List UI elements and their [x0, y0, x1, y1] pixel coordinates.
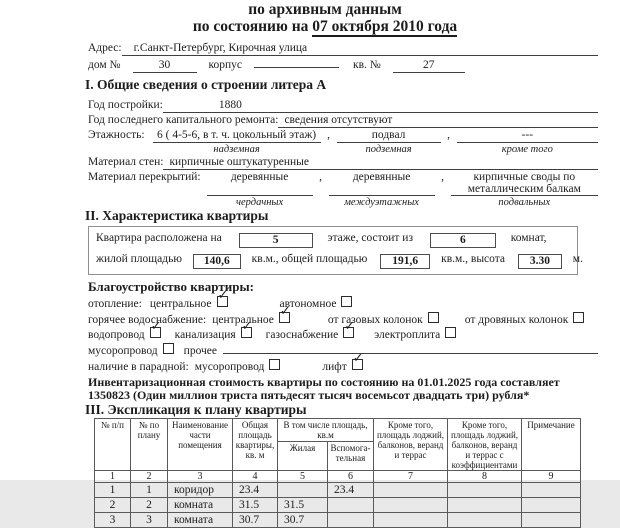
total-area-value: 191,6 [380, 254, 430, 269]
table-cell [374, 497, 448, 512]
col-number: 7 [374, 470, 448, 482]
rooms-count-value: 6 [430, 233, 496, 248]
hot-water-central-label: центральное [212, 313, 274, 326]
overhaul-value: сведения отсутствуют [284, 114, 393, 126]
walls-row [88, 156, 598, 170]
floors-above-col [153, 129, 321, 155]
col-number: 4 [233, 470, 278, 482]
house-label: дом № [88, 59, 121, 71]
ceilings-interfloor-col [329, 171, 435, 208]
overhaul-label: Год последнего капитального ремонта: [88, 114, 279, 126]
table-cell: 31.5 [278, 497, 328, 512]
column-number-row [95, 470, 581, 482]
utilities-row [88, 327, 598, 342]
walls-underline [163, 156, 598, 170]
heating-label: отопление: [88, 298, 142, 310]
hot-water-wood-checkbox [573, 312, 584, 323]
table-cell: коридор [168, 482, 233, 497]
address-underline [122, 42, 598, 56]
ceilings-basement-caption: подвальных [498, 197, 551, 208]
overhaul-underline [278, 114, 598, 128]
sewerage-label: канализация [174, 329, 236, 341]
header-cell-auxiliary: Вспомога-тельная [328, 441, 374, 470]
table-cell [522, 482, 581, 497]
table-cell: 2 [131, 497, 168, 512]
ceilings-basement-col [451, 171, 598, 208]
other-label: прочее [183, 344, 218, 357]
living-area-value: 140,6 [193, 254, 241, 269]
char-line1-text3: комнат, [510, 232, 547, 244]
characteristics-line-2 [96, 252, 583, 269]
header-cell-balconies-coef: Кроме того, площадь лоджий, балконов, веранд и террас с коэффициентами [448, 418, 522, 470]
col-number: 2 [131, 470, 168, 482]
col-number: 6 [328, 470, 374, 482]
entrance-lift-label: лифт [322, 361, 347, 373]
table-row [95, 497, 581, 512]
walls-value: кирпичные оштукатуренные [169, 156, 309, 168]
entrance-row [88, 359, 598, 374]
table-cell: 23.4 [233, 482, 278, 497]
char-line2-text3: кв.м., высота [441, 253, 506, 265]
header-cell-living: Жилая [278, 441, 328, 470]
address-value: г.Санкт-Петербург, Кирочная улица [133, 42, 308, 54]
table-cell [278, 482, 328, 497]
table-cell: комната [168, 497, 233, 512]
heating-central-checkbox [217, 296, 228, 307]
building-label: корпус [208, 59, 243, 71]
header-cell-note: Примечание [522, 418, 581, 470]
header-cell-room-name: Наименование части помещения [168, 418, 233, 470]
hot-water-gas-checkbox [428, 312, 439, 323]
walls-label: Материал стен: [88, 156, 164, 168]
table-cell [374, 482, 448, 497]
entrance-chute-checkbox [269, 359, 280, 370]
char-line1-text1: Квартира расположена на [96, 232, 222, 244]
ceilings-basement-value: кирпичные своды по металлическим балкам [451, 171, 598, 196]
char-line2-text2: кв.м., общей площадью [251, 253, 368, 265]
address-label: Адрес: [88, 42, 122, 54]
chute-other-row [88, 343, 598, 358]
hot-water-wood-label: от дровяных колонок [464, 313, 569, 326]
table-cell [448, 512, 522, 527]
building-value [254, 67, 339, 68]
floors-other-value: --- [457, 129, 598, 143]
section3-heading: III. Экспликация к плану квартиры [85, 401, 307, 417]
table-cell: 31.5 [233, 497, 278, 512]
comma-separator: , [447, 129, 451, 141]
document-title-block [88, 0, 562, 35]
sewerage-checkbox [241, 327, 252, 338]
col-number: 3 [168, 470, 233, 482]
floors-under-caption: подземная [365, 144, 412, 155]
ceilings-attic-col [207, 171, 313, 208]
entrance-lift-checkbox [352, 359, 363, 370]
ceiling-height-value: 3.30 [518, 254, 562, 269]
table-cell [328, 497, 374, 512]
house-row [88, 59, 598, 73]
col-number: 8 [448, 470, 522, 482]
floors-under-col [337, 129, 441, 155]
water-label: водопровод [88, 329, 145, 341]
chute-label: мусоропровод [88, 344, 158, 357]
ceilings-interfloor-caption: междуэтажных [344, 197, 419, 208]
char-line2-text4: м. [572, 253, 583, 265]
overhaul-row [88, 114, 598, 128]
title-date-value: 07 октября 2010 года [312, 18, 458, 35]
char-line1-text2: этаже, состоит из [327, 232, 413, 244]
table-cell: 30.7 [278, 512, 328, 527]
flat-label: кв. № [353, 59, 381, 71]
table-cell: 3 [131, 512, 168, 527]
floors-other-col [457, 129, 598, 155]
section1-heading: I. Общие сведения о строении литера А [85, 77, 327, 92]
hot-water-central-checkbox [279, 312, 290, 323]
ceilings-row [88, 171, 598, 208]
header-cell-num: № п/п [95, 418, 131, 470]
floors-label: Этажность: [88, 129, 145, 141]
table-cell: 1 [131, 482, 168, 497]
valuation-line-1: Инвентаризационная стоимость квартиры по состоянию на 01.01.2025 года составляет [88, 374, 560, 389]
header-cell-total-area: Общая площадь квартиры, кв. м [233, 418, 278, 470]
comma-separator: , [327, 129, 331, 141]
house-value: 30 [133, 59, 197, 73]
table-cell: 3 [95, 512, 131, 527]
hot-water-gas-label: от газовых колонок [327, 313, 423, 326]
table-cell: 23.4 [328, 482, 374, 497]
comma-separator: , [441, 171, 445, 183]
title-date-prefix: по состоянию на [192, 18, 313, 35]
floors-under-value: подвал [337, 129, 441, 143]
hot-water-row [88, 312, 598, 327]
table-cell [328, 512, 374, 527]
stove-label: электроплита [374, 329, 441, 341]
ceilings-attic-caption: чердачных [235, 197, 284, 208]
floors-above-caption: надземная [213, 144, 260, 155]
ceilings-attic-value: деревянные [207, 171, 313, 196]
document-content [85, 0, 598, 528]
ceilings-label: Материал перекрытий: [88, 171, 201, 183]
table-cell [522, 512, 581, 527]
heating-row [88, 296, 598, 311]
other-underline [223, 353, 598, 354]
table-cell: 30.7 [233, 512, 278, 527]
table-cell: 2 [95, 497, 131, 512]
gas-label: газоснабжение [265, 329, 339, 341]
table-cell [448, 482, 522, 497]
floors-other-caption: кроме того [501, 144, 553, 155]
table-cell [522, 497, 581, 512]
hot-water-label: горячее водоснабжение: [88, 313, 207, 326]
ceilings-interfloor-value: деревянные [329, 171, 435, 196]
col-number: 9 [522, 470, 581, 482]
section2-heading: II. Характеристика квартиры [85, 208, 269, 223]
year-built-label: Год постройки: [88, 99, 163, 111]
entrance-label: наличие в парадной: [88, 361, 189, 373]
table-cell [374, 512, 448, 527]
year-built-value: 1880 [218, 99, 242, 111]
header-cell-balconies: Кроме того, площадь лоджий, балконов, веранд и террас [374, 418, 448, 470]
header-cell-area-group: В том числе площадь, кв.м [278, 418, 374, 441]
chute-checkbox [163, 343, 174, 354]
char-line2-text1: жилой площадью [96, 253, 182, 265]
characteristics-line-1 [96, 231, 570, 248]
gas-checkbox [343, 327, 354, 338]
entrance-chute-label: мусоропровод [194, 361, 265, 373]
heating-autonomous-checkbox [341, 296, 352, 307]
valuation-line-2: 1350823 (Один миллион триста пятьдесят тысяч восемьсот двадцать три) рубля* [88, 387, 530, 402]
stove-checkbox [445, 327, 456, 338]
year-built-underline [163, 99, 598, 113]
title-line-2 [88, 18, 562, 35]
year-built-row [88, 99, 598, 113]
table-cell: 1 [95, 482, 131, 497]
table-cell: комната [168, 512, 233, 527]
table-row [95, 482, 581, 497]
header-cell-plan-num: № по плану [131, 418, 168, 470]
table-row [95, 512, 581, 527]
floors-above-value: 6 ( 4-5-6, в т. ч. цокольный этаж) [153, 129, 321, 143]
amenities-heading: Благоустройство квартиры: [88, 279, 254, 294]
col-number: 1 [95, 470, 131, 482]
apartment-characteristics-box [88, 226, 583, 275]
floors-row [88, 129, 598, 155]
water-checkbox [150, 327, 161, 338]
heating-autonomous-label: автономное [279, 298, 337, 310]
col-number: 5 [278, 470, 328, 482]
address-row [88, 42, 598, 56]
heating-central-label: центральное [149, 298, 212, 310]
title-line-1: по архивным данным [248, 1, 402, 18]
flat-value: 27 [393, 59, 465, 73]
floor-number-value: 5 [239, 233, 313, 248]
table-cell [448, 497, 522, 512]
explication-table [94, 418, 581, 528]
comma-separator: , [319, 171, 323, 183]
